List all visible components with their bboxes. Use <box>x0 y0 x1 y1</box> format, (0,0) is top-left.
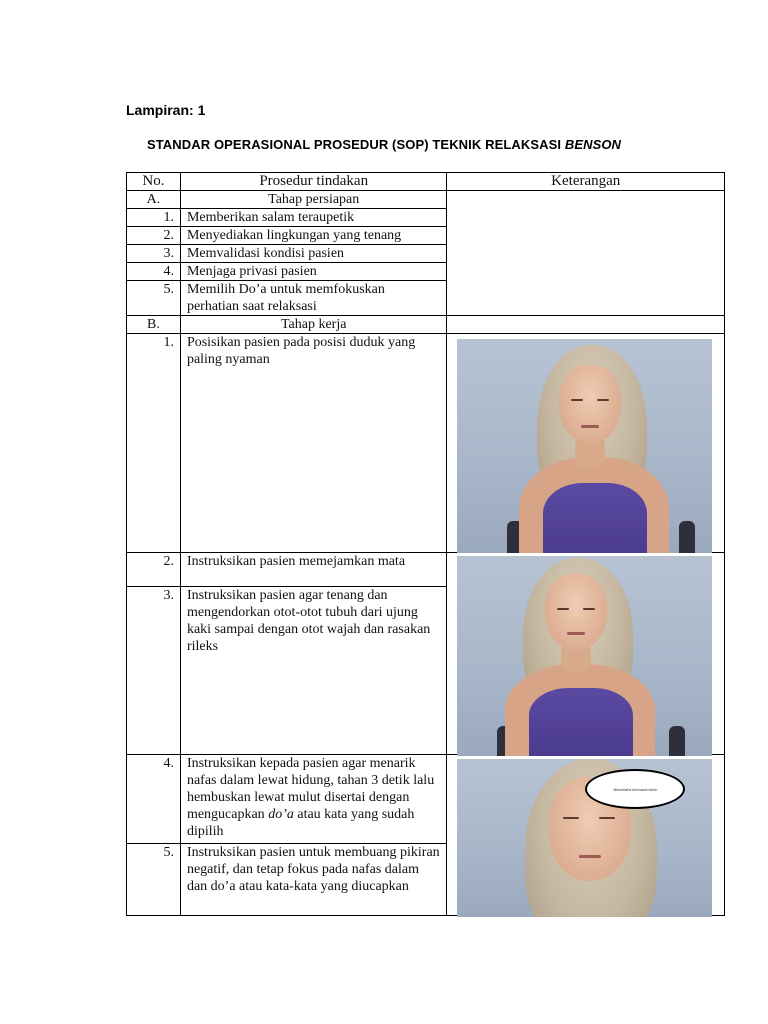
header-prosedur: Prosedur tindakan <box>180 173 447 191</box>
row-text-part: atau kata yang sudah dipilih <box>186 807 415 839</box>
header-no: No. <box>127 173 181 191</box>
row-text-italic: do’a <box>268 807 294 822</box>
section-b-row <box>127 316 725 334</box>
table-row <box>127 553 725 587</box>
lampiran-label: Lampiran: 1 <box>126 102 206 118</box>
section-a-no: A. <box>127 191 181 209</box>
row-no: 4. <box>127 755 181 844</box>
document-title <box>0 137 768 152</box>
sop-table <box>126 172 725 916</box>
row-text <box>180 281 447 316</box>
row-text: Memvalidasi kondisi pasien <box>180 245 447 263</box>
row-no: 1. <box>127 334 181 553</box>
row-no: 5. <box>127 844 181 916</box>
photo-woman-seated <box>457 339 712 553</box>
row-text-line: perhatian saat relaksasi <box>186 299 317 314</box>
header-keterangan: Keterangan <box>447 173 725 191</box>
row-text <box>180 755 447 844</box>
table-row <box>127 334 725 553</box>
title-main: STANDAR OPERASIONAL PROSEDUR (SOP) TEKNIK RELAKSASI <box>146 137 565 152</box>
row-no: 3. <box>127 587 181 755</box>
photo-cell-praying <box>447 755 725 916</box>
row-no: 3. <box>127 245 181 263</box>
row-no: 4. <box>127 263 181 281</box>
row-text: Posisikan pasien pada posisi duduk yang paling nyaman <box>180 334 447 553</box>
row-no: 5. <box>127 281 181 316</box>
row-text-part: Instruksikan kepada pasien agar menarik nafas dalam lewat hidung, tahan 3 detik lalu hembuskan lewat mulut disertai dengan mengucapkan <box>186 756 435 822</box>
row-no: 1. <box>127 209 181 227</box>
row-text: Instruksikan pasien agar tenang dan mengendorkan otot-otot tubuh dari ujung kaki sampai dengan otot wajah dan rasakan rileks <box>180 587 447 755</box>
section-b-no: B. <box>127 316 181 334</box>
row-text: Menjaga privasi pasien <box>180 263 447 281</box>
row-text: Instruksikan pasien untuk membuang pikiran negatif, dan tetap fokus pada nafas dalam dan do’a atau kata-kata yang diucapkan <box>180 844 447 916</box>
photo-cell-seated <box>447 334 725 553</box>
row-text: Menyediakan lingkungan yang tenang <box>180 227 447 245</box>
photo-cell-eyes-closed <box>447 553 725 755</box>
row-text: Memberikan salam teraupetik <box>180 209 447 227</box>
section-a-keterangan <box>447 191 725 316</box>
section-b-label: Tahap kerja <box>180 316 447 334</box>
table-header-row <box>127 173 725 191</box>
photo-woman-eyes-closed <box>457 556 712 756</box>
row-text: Instruksikan pasien memejamkan mata <box>180 553 447 587</box>
table-row <box>127 755 725 844</box>
row-no: 2. <box>127 553 181 587</box>
title-italic: BENSON <box>564 137 622 152</box>
section-a-row <box>127 191 725 209</box>
row-text-line: Memilih Do’a untuk memfokuskan <box>186 282 385 297</box>
speech-bubble <box>585 769 685 809</box>
section-a-label: Tahap persiapan <box>180 191 447 209</box>
section-b-keterangan <box>447 316 725 334</box>
speech-bubble-text: Bismillahirrohmanirrohim <box>613 786 658 792</box>
row-no: 2. <box>127 227 181 245</box>
